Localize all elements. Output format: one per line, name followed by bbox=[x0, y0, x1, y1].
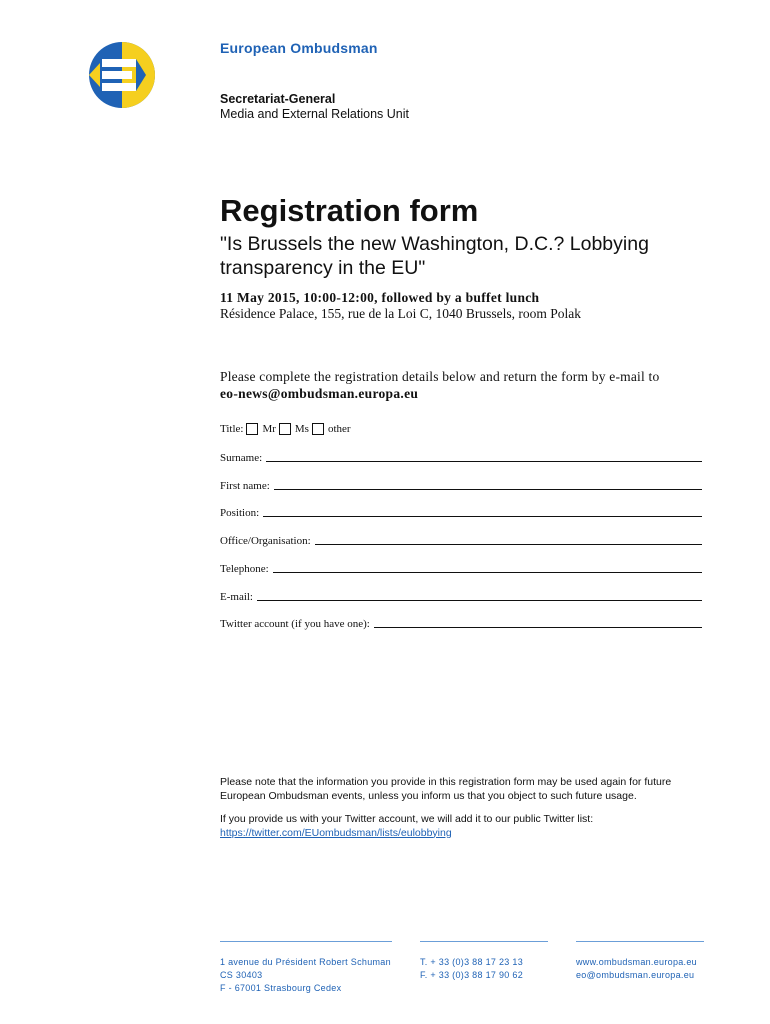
telephone-label: Telephone: bbox=[220, 563, 269, 575]
email-label: E-mail: bbox=[220, 591, 253, 603]
page-title: Registration form bbox=[220, 193, 479, 228]
data-usage-note-line-2: European Ombudsman events, unless you inform us that you object to such future usage. bbox=[220, 789, 637, 802]
footer-divider-1 bbox=[220, 941, 392, 942]
twitter-field[interactable] bbox=[220, 616, 702, 630]
checkbox-mr[interactable] bbox=[246, 423, 258, 435]
email-field[interactable] bbox=[220, 589, 702, 603]
office-label: Office/Organisation: bbox=[220, 535, 311, 547]
fax-number: F. + 33 (0)3 88 17 90 62 bbox=[420, 970, 524, 980]
org-name: European Ombudsman bbox=[220, 40, 378, 56]
data-usage-note bbox=[220, 776, 700, 803]
option-other-label: other bbox=[327, 423, 351, 435]
option-mr-label: Mr bbox=[262, 423, 276, 435]
footer-address bbox=[220, 956, 391, 995]
event-place: Résidence Palace, 155, rue de la Loi C, 1040 Brussels, room Polak bbox=[220, 306, 582, 321]
checkbox-ms[interactable] bbox=[279, 423, 291, 435]
surname-input-line[interactable] bbox=[266, 461, 702, 462]
telephone-field[interactable] bbox=[220, 561, 702, 575]
surname-label: Surname: bbox=[220, 452, 263, 464]
twitter-input-line[interactable] bbox=[374, 627, 702, 628]
department-line-1: Secretariat-General bbox=[220, 92, 336, 106]
instructions-text: Please complete the registration details below and return the form by e-mail to bbox=[220, 369, 660, 384]
checkbox-other[interactable] bbox=[312, 423, 324, 435]
title-row bbox=[220, 422, 351, 436]
footer-divider-2 bbox=[420, 941, 548, 942]
first-name-input-line[interactable] bbox=[274, 489, 702, 490]
twitter-list-link[interactable]: https://twitter.com/EUombudsman/lists/eulobbying bbox=[220, 826, 452, 839]
first-name-field[interactable] bbox=[220, 478, 702, 492]
telephone-input-line[interactable] bbox=[273, 572, 702, 573]
first-name-label: First name: bbox=[220, 480, 270, 492]
footer-phone bbox=[420, 956, 523, 982]
address-line-2: CS 30403 bbox=[220, 970, 263, 980]
data-usage-note-line-1: Please note that the information you provide in this registration form may be used again for future bbox=[220, 776, 672, 788]
event-subtitle: "Is Brussels the new Washington, D.C.? Lobbying transparency in the EU" bbox=[220, 233, 649, 279]
website-link[interactable]: www.ombudsman.europa.eu bbox=[576, 957, 697, 967]
telephone-number: T. + 33 (0)3 88 17 23 13 bbox=[420, 957, 524, 967]
footer-divider-3 bbox=[576, 941, 704, 942]
address-line-3: F - 67001 Strasbourg Cedex bbox=[220, 983, 342, 993]
department-line-2: Media and External Relations Unit bbox=[220, 107, 409, 121]
position-label: Position: bbox=[220, 507, 260, 519]
european-ombudsman-logo bbox=[88, 41, 156, 109]
title-label: Title: bbox=[220, 423, 244, 435]
footer-web bbox=[576, 956, 697, 982]
department bbox=[220, 92, 409, 122]
position-field[interactable] bbox=[220, 505, 702, 519]
address-line-1: 1 avenue du Président Robert Schuman bbox=[220, 957, 391, 967]
twitter-label: Twitter account (if you have one): bbox=[220, 618, 370, 630]
surname-field[interactable] bbox=[220, 450, 702, 464]
twitter-note-text: If you provide us with your Twitter account, we will add it to our public Twitter list: bbox=[220, 813, 594, 825]
office-field[interactable] bbox=[220, 533, 702, 547]
contact-email: eo-news@ombudsman.europa.eu bbox=[220, 386, 419, 401]
footer-email-link[interactable]: eo@ombudsman.europa.eu bbox=[576, 970, 695, 980]
position-input-line[interactable] bbox=[263, 516, 702, 517]
office-input-line[interactable] bbox=[315, 544, 702, 545]
option-ms-label: Ms bbox=[294, 423, 309, 435]
twitter-note bbox=[220, 813, 700, 840]
event-date: 11 May 2015, 10:00-12:00, followed by a buffet lunch bbox=[220, 290, 540, 305]
email-input-line[interactable] bbox=[257, 600, 702, 601]
